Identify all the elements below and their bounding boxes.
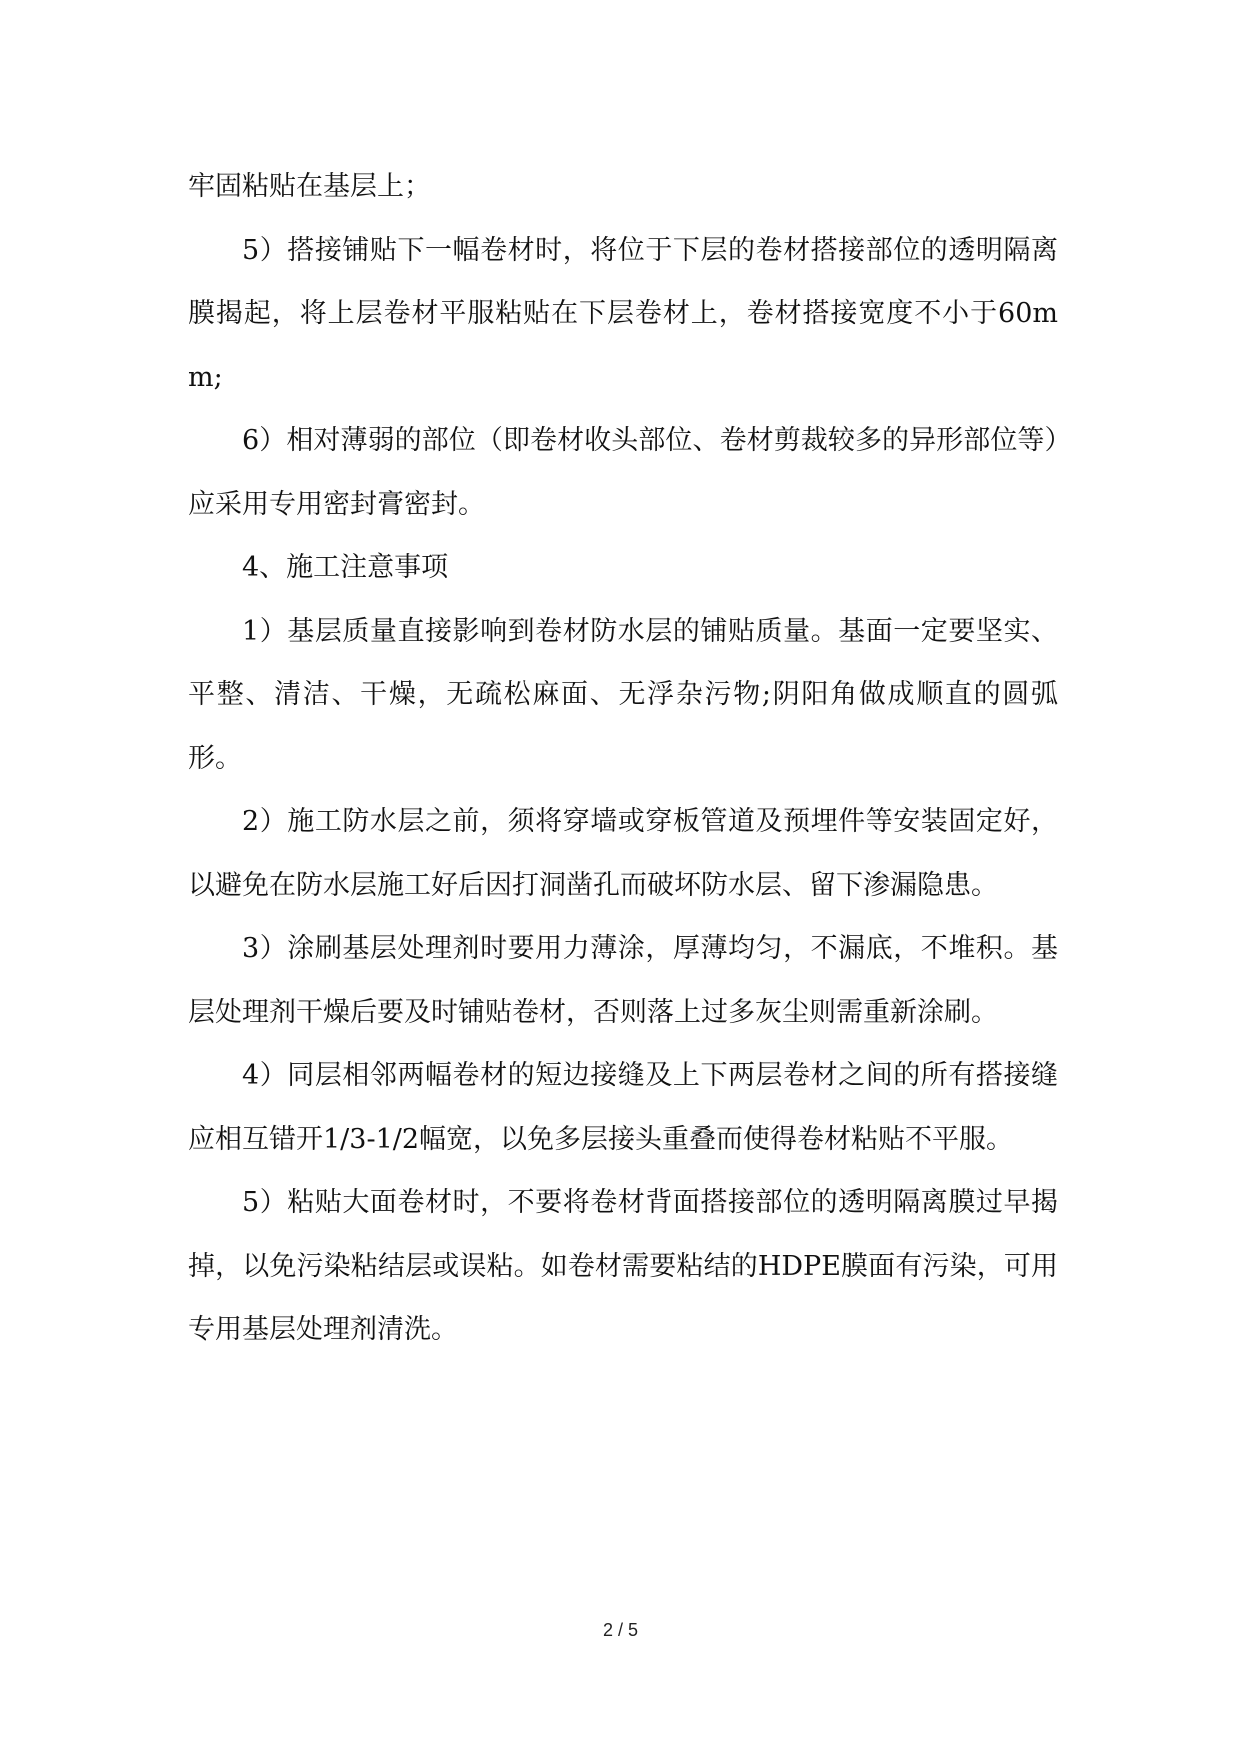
paragraph-step-6: 6）相对薄弱的部位（即卷材收头部位、卷材剪裁较多的异形部位等）应采用专用密封膏密封。 xyxy=(188,425,1058,520)
paragraph-note-3: 3）涂刷基层处理剂时要用力薄涂，厚薄均匀，不漏底，不堆积。基层处理剂干燥后要及时铺贴卷材，否则落上过多灰尘则需重新涂刷。 xyxy=(188,933,1058,1028)
paragraph-note-2: 2）施工防水层之前，须将穿墙或穿板管道及预埋件等安装固定好，以避免在防水层施工好后因打洞凿孔而破坏防水层、留下渗漏隐患。 xyxy=(188,806,1058,901)
page-number: 2 / 5 xyxy=(602,1620,639,1640)
paragraph-step-5: 5）搭接铺贴下一幅卷材时，将位于下层的卷材搭接部位的透明隔离膜揭起，将上层卷材平服粘贴在下层卷材上，卷材搭接宽度不小于60mm; xyxy=(188,234,1058,393)
paragraph-note-5: 5）粘贴大面卷材时，不要将卷材背面搭接部位的透明隔离膜过早揭掉，以免污染粘结层或误粘。如卷材需要粘结的HDPE膜面有污染，可用专用基层处理剂清洗。 xyxy=(188,1187,1058,1345)
document-body xyxy=(188,155,1058,1362)
paragraph-continuation: 牢固粘贴在基层上； xyxy=(188,171,431,202)
section-heading: 4、施工注意事项 xyxy=(242,552,449,583)
paragraph-note-1: 1）基层质量直接影响到卷材防水层的铺贴质量。基面一定要坚实、平整、清洁、干燥，无疏松麻面、无浮杂污物;阴阳角做成顺直的圆弧形。 xyxy=(188,615,1058,774)
paragraph-note-4: 4）同层相邻两幅卷材的短边接缝及上下两层卷材之间的所有搭接缝应相互错开1/3-1/2幅宽，以免多层接头重叠而使得卷材粘贴不平服。 xyxy=(188,1060,1058,1155)
